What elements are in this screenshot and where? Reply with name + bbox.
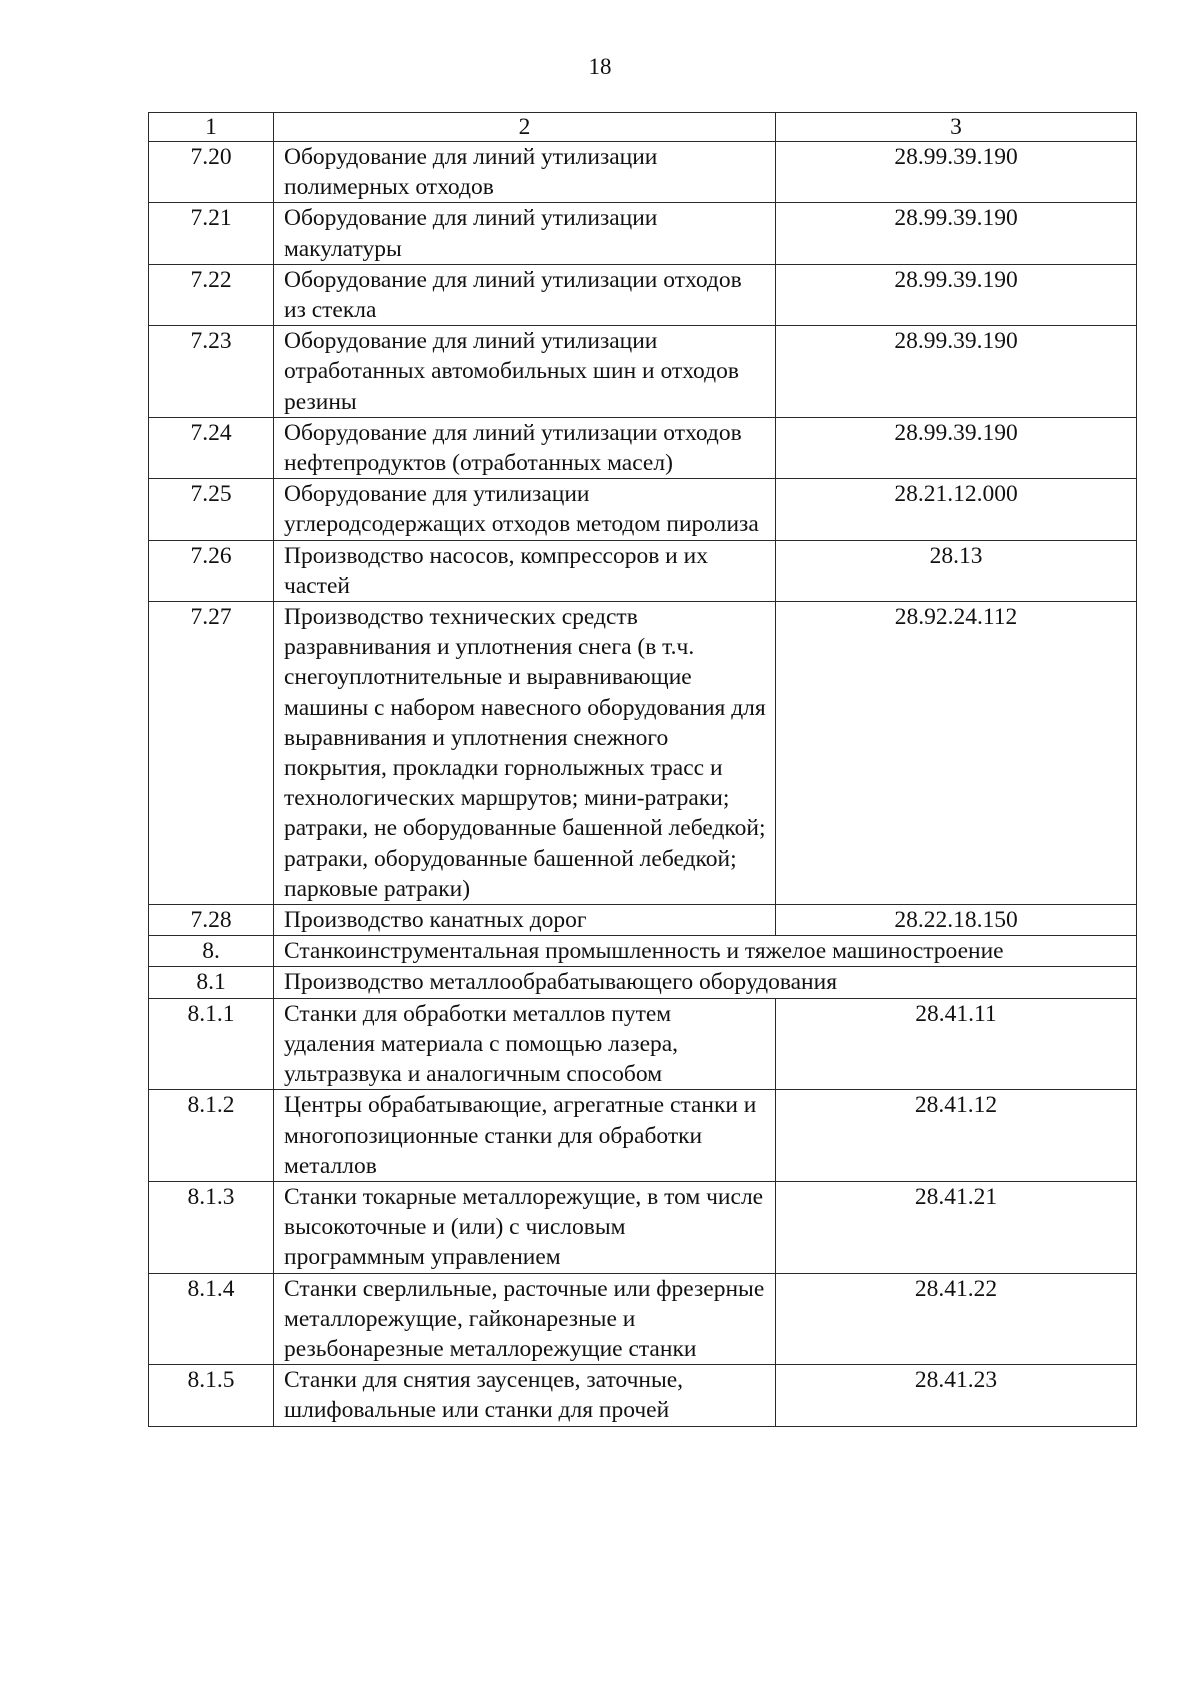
- item-name: Оборудование для линий утилизации отработанных автомобильных шин и отходов резины: [274, 326, 776, 418]
- item-name: Оборудование для утилизации углеродсодержащих отходов методом пиролиза: [274, 479, 776, 540]
- table-row: [149, 1090, 1137, 1182]
- item-name: Производство технических средств разравнивания и уплотнения снега (в т.ч. снегоуплотнительные и выравнивающие машины с набором навесного оборудования для выравнивания и уплотнения снежного покрытия, прокладки горнолыжных трасс и технологических маршрутов; мини-ратраки; ратраки, не оборудованные башенной лебедкой; ратраки, оборудованные башенной лебедкой; парковые ратраки): [274, 602, 776, 905]
- row-number: 7.28: [149, 905, 274, 936]
- row-number: 7.27: [149, 602, 274, 905]
- okpd-code: 28.41.22: [776, 1273, 1137, 1365]
- item-name: Производство канатных дорог: [274, 905, 776, 936]
- row-number: 7.21: [149, 203, 274, 264]
- table-row: [149, 417, 1137, 478]
- row-number: 7.26: [149, 540, 274, 601]
- row-number: 8.: [149, 936, 274, 967]
- column-header-1: 1: [149, 113, 274, 142]
- okpd-code: 28.41.11: [776, 998, 1137, 1090]
- okpd-code: 28.92.24.112: [776, 602, 1137, 905]
- table-row: [149, 540, 1137, 601]
- item-name: Центры обрабатывающие, агрегатные станки и многопозиционные станки для обработки металлов: [274, 1090, 776, 1182]
- okpd-code: 28.99.39.190: [776, 417, 1137, 478]
- row-number: 7.22: [149, 264, 274, 325]
- row-number: 8.1.5: [149, 1365, 274, 1426]
- item-name: Станки для снятия заусенцев, заточные, шлифовальные или станки для прочей: [274, 1365, 776, 1426]
- okpd-code: 28.99.39.190: [776, 264, 1137, 325]
- section-title: Станкоинструментальная промышленность и тяжелое машиностроение: [274, 936, 1137, 967]
- item-name: Оборудование для линий утилизации полимерных отходов: [274, 142, 776, 203]
- item-name: Станки сверлильные, расточные или фрезерные металлорежущие, гайконарезные и резьбонарезные металлорежущие станки: [274, 1273, 776, 1365]
- section-row: [149, 936, 1137, 967]
- table-header-row: [149, 113, 1137, 142]
- row-number: 8.1: [149, 967, 274, 998]
- row-number: 8.1.1: [149, 998, 274, 1090]
- table-row: [149, 1181, 1137, 1273]
- row-number: 8.1.2: [149, 1090, 274, 1182]
- classification-table: [148, 112, 1137, 1427]
- row-number: 8.1.4: [149, 1273, 274, 1365]
- row-number: 7.20: [149, 142, 274, 203]
- row-number: 7.25: [149, 479, 274, 540]
- okpd-code: 28.41.12: [776, 1090, 1137, 1182]
- row-number: 7.24: [149, 417, 274, 478]
- item-name: Производство насосов, компрессоров и их частей: [274, 540, 776, 601]
- item-name: Оборудование для линий утилизации отходов нефтепродуктов (отработанных масел): [274, 417, 776, 478]
- okpd-code: 28.13: [776, 540, 1137, 601]
- okpd-code: 28.99.39.190: [776, 326, 1137, 418]
- table-row: [149, 326, 1137, 418]
- table-row: [149, 142, 1137, 203]
- okpd-code: 28.99.39.190: [776, 203, 1137, 264]
- okpd-code: 28.22.18.150: [776, 905, 1137, 936]
- item-name: Станки токарные металлорежущие, в том числе высокоточные и (или) с числовым программным управлением: [274, 1181, 776, 1273]
- okpd-code: 28.41.21: [776, 1181, 1137, 1273]
- row-number: 8.1.3: [149, 1181, 274, 1273]
- page-number: 18: [588, 54, 612, 79]
- table-row: [149, 479, 1137, 540]
- item-name: Оборудование для линий утилизации отходов из стекла: [274, 264, 776, 325]
- item-name: Станки для обработки металлов путем удаления материала с помощью лазера, ультразвука и аналогичным способом: [274, 998, 776, 1090]
- table-row: [149, 602, 1137, 905]
- section-row: [149, 967, 1137, 998]
- table-row: [149, 264, 1137, 325]
- table-row: [149, 1365, 1137, 1426]
- okpd-code: 28.21.12.000: [776, 479, 1137, 540]
- table-row: [149, 203, 1137, 264]
- table-row: [149, 998, 1137, 1090]
- row-number: 7.23: [149, 326, 274, 418]
- section-title: Производство металлообрабатывающего оборудования: [274, 967, 1137, 998]
- column-header-2: 2: [274, 113, 776, 142]
- table-row: [149, 1273, 1137, 1365]
- okpd-code: 28.41.23: [776, 1365, 1137, 1426]
- item-name: Оборудование для линий утилизации макулатуры: [274, 203, 776, 264]
- column-header-3: 3: [776, 113, 1137, 142]
- table-row: [149, 905, 1137, 936]
- okpd-code: 28.99.39.190: [776, 142, 1137, 203]
